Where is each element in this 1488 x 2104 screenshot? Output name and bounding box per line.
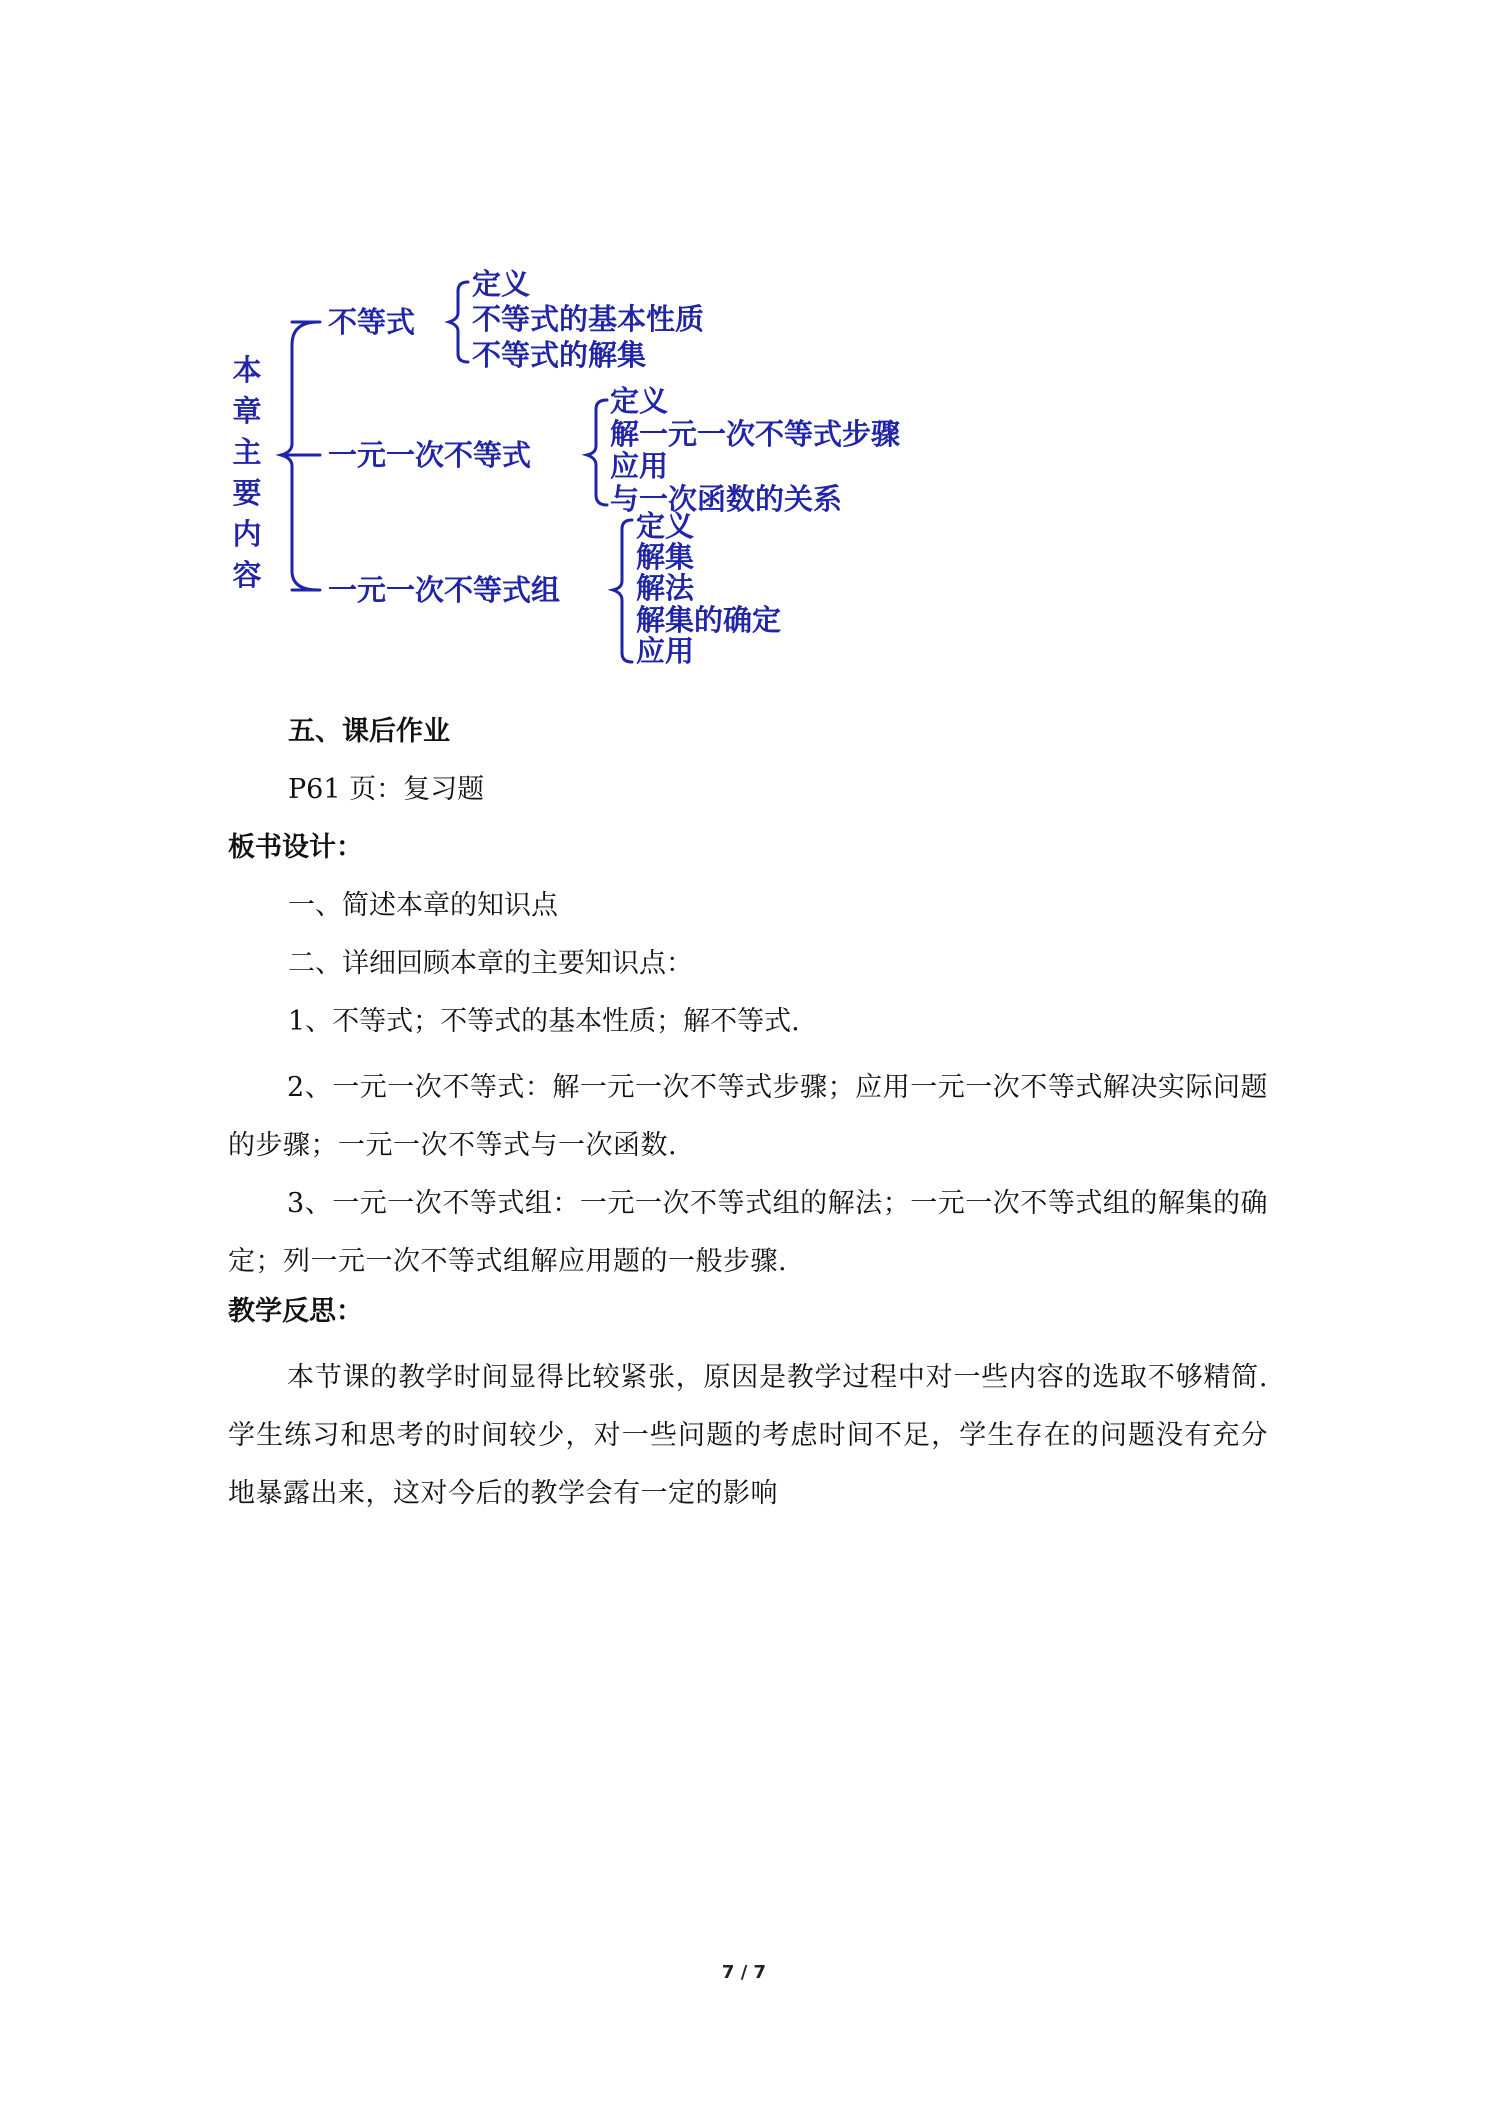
branch3-item: 解集的确定 [636, 603, 782, 637]
reflection-heading: 教学反思： [228, 1296, 363, 1327]
branch2-item: 应用 [610, 449, 669, 483]
branch1-item: 不等式的解集 [472, 338, 647, 372]
branch3-label: 一元一次不等式组 [328, 573, 561, 607]
branch2-item: 定义 [610, 384, 669, 418]
homework-text: P61 页：复习题 [288, 774, 485, 805]
page-number: 7 / 7 [721, 1962, 767, 1983]
board-paragraph: 3、一元一次不等式组：一元一次不等式组的解法；一元一次不等式组的解集的确定；列一元一次不等式组解应用题的一般步骤. [228, 1188, 1268, 1277]
root-char: 本 [232, 353, 262, 387]
branch3-item: 定义 [636, 509, 695, 543]
root-label [230, 350, 264, 596]
concept-map [225, 265, 985, 675]
root-char: 内 [232, 517, 262, 551]
branch1-item: 定义 [472, 267, 531, 301]
branch3-item: 应用 [636, 634, 695, 668]
bracket-branch3 [613, 520, 632, 662]
branch3-item: 解集 [636, 540, 695, 574]
root-char: 容 [232, 558, 262, 592]
branch1-label: 不等式 [328, 305, 416, 339]
bracket-branch2 [587, 400, 607, 505]
branch1-item: 不等式的基本性质 [472, 302, 705, 336]
homework-heading: 五、课后作业 [288, 716, 450, 747]
branch2-item: 与一次函数的关系 [610, 482, 843, 516]
branch2-label: 一元一次不等式 [328, 438, 532, 472]
board-line: 二、详细回顾本章的主要知识点： [288, 948, 693, 979]
branch3-item: 解法 [636, 571, 695, 605]
board-line: 1、不等式；不等式的基本性质；解不等式. [288, 1006, 800, 1037]
board-heading: 板书设计： [228, 832, 363, 863]
reflection-paragraph: 本节课的教学时间显得比较紧张，原因是教学过程中对一些内容的选取不够精简.学生练习和思考的时间较少，对一些问题的考虑时间不足，学生存在的问题没有充分地暴露出来，这对今后的教学会有一定的影响 [228, 1362, 1268, 1509]
board-line: 一、简述本章的知识点 [288, 890, 558, 921]
root-char: 主 [232, 435, 262, 469]
bracket-branch1 [449, 282, 468, 362]
board-paragraph: 2、一元一次不等式：解一元一次不等式步骤；应用一元一次不等式解决实际问题的步骤；一元一次不等式与一次函数. [228, 1072, 1268, 1161]
branch2-item: 解一元一次不等式步骤 [610, 417, 901, 451]
root-char: 要 [232, 476, 262, 510]
root-char: 章 [232, 394, 262, 428]
